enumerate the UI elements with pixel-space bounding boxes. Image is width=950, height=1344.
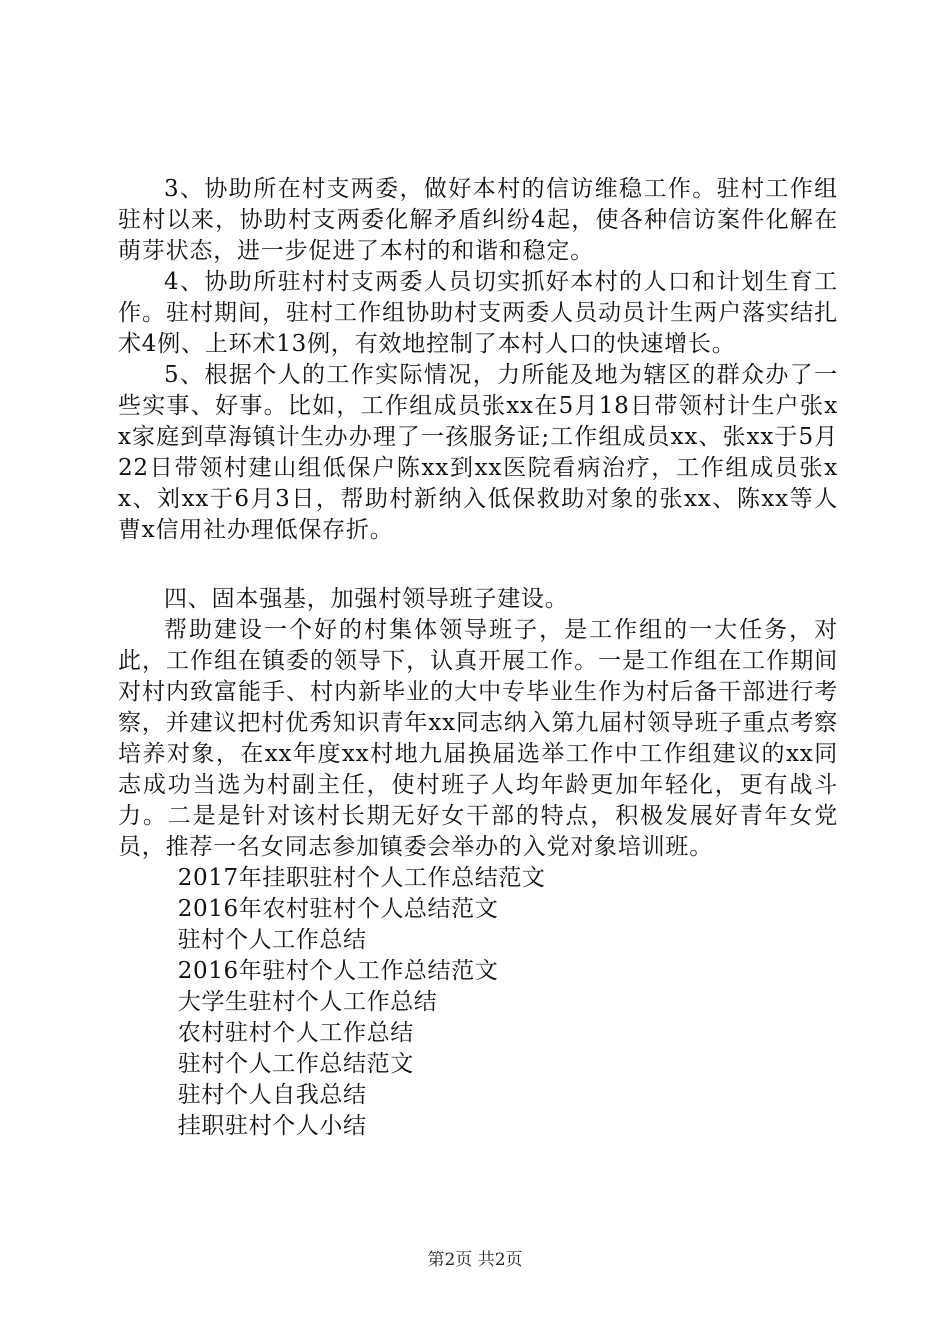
related-article-link[interactable]: 挂职驻村个人小结 xyxy=(177,1113,367,1139)
related-article-link[interactable]: 驻村个人工作总结 xyxy=(177,927,367,953)
related-article-link[interactable]: 驻村个人自我总结 xyxy=(177,1082,367,1108)
related-article-link[interactable]: 2017年挂职驻村个人工作总结范文 xyxy=(177,865,546,891)
paragraph-4: 4、协助所驻村村支两委人员切实抓好本村的人口和计划生育工作。驻村期间，驻村工作组协助村支两委人员动员计生两户落实结扎术4例、上环术13例，有效地控制了本村人口的快速增长。 xyxy=(118,269,838,357)
section-heading: 四、固本强基，加强村领导班子建设。 xyxy=(164,586,569,612)
related-article-link[interactable]: 大学生驻村个人工作总结 xyxy=(177,989,438,1015)
related-article-link[interactable]: 驻村个人工作总结范文 xyxy=(177,1051,414,1077)
paragraph-5: 5、根据个人的工作实际情况，力所能及地为辖区的群众办了一些实事、好事。比如，工作组成员张xx在5月18日带领村计生户张xx家庭到草海镇计生办办理了一孩服务证;工作组成员xx、张xx于5月22日带领村建山组低保户陈xx到xx医院看病治疗，工作组成员张xx、刘xx于6月3日，帮助村新纳入低保救助对象的张xx、陈xx等人曹x信用社办理低保存折。 xyxy=(118,362,838,543)
related-articles-list xyxy=(118,863,838,1142)
section-body: 帮助建设一个好的村集体领导班子，是工作组的一大任务，对此，工作组在镇委的领导下，认真开展工作。一是工作组在工作期间对村内致富能手、村内新毕业的大中专毕业生作为村后备干部进行考察，并建议把村优秀知识青年xx同志纳入第九届村领导班子重点考察培养对象，在xx年度xx村地九届换届选举工作中工作组建议的xx同志成功当选为村副主任，使村班子人均年龄更加年轻化，更有战斗力。二是是针对该村长期无好女干部的特点，积极发展好青年女党员，推荐一名女同志参加镇委会举办的入党对象培训班。 xyxy=(118,617,838,860)
related-article-link[interactable]: 2016年驻村个人工作总结范文 xyxy=(177,958,499,984)
related-article-link[interactable]: 农村驻村个人工作总结 xyxy=(177,1020,414,1046)
paragraph-3: 3、协助所在村支两委，做好本村的信访维稳工作。驻村工作组驻村以来，协助村支两委化解矛盾纠纷4起，使各种信访案件化解在萌芽状态，进一步促进了本村的和谐和稳定。 xyxy=(118,176,838,264)
document-body xyxy=(118,174,838,1142)
page-footer: 第2页 共2页 xyxy=(427,1250,523,1270)
related-article-link[interactable]: 2016年农村驻村个人总结范文 xyxy=(177,896,499,922)
